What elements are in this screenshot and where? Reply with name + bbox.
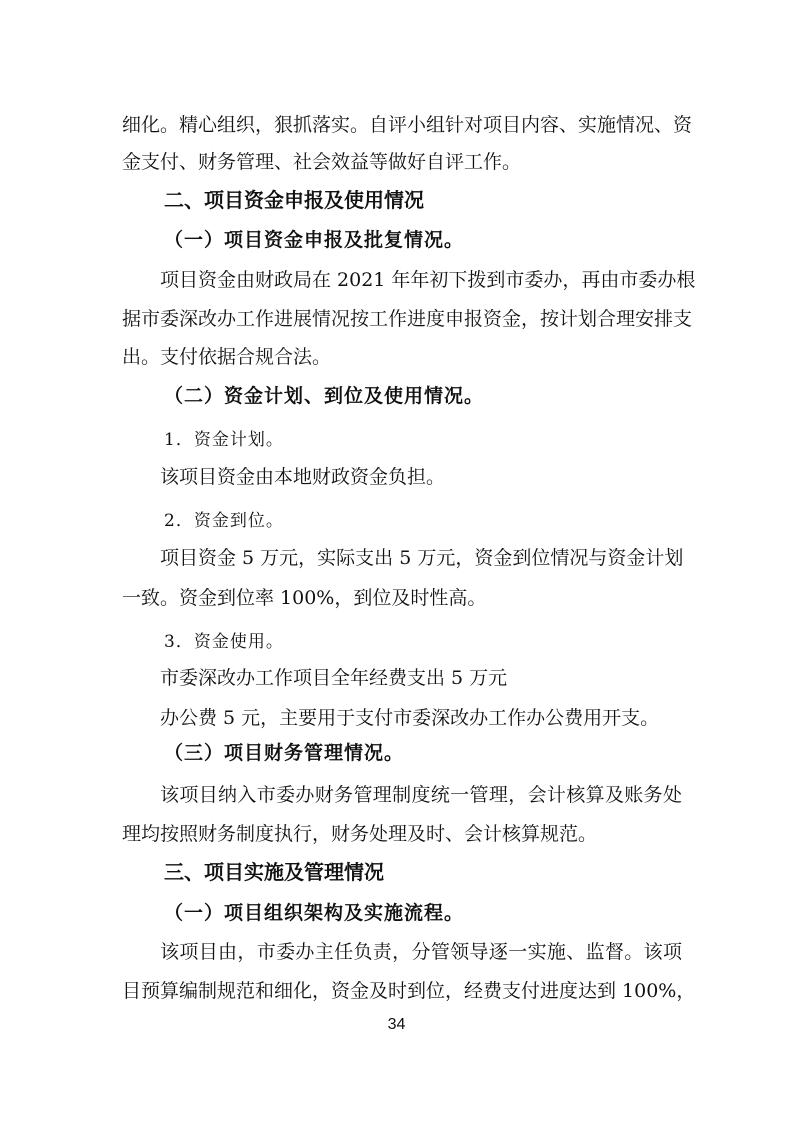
section-heading: 三、项目实施及管理情况 xyxy=(164,860,384,884)
body-text-line: 市委深改办工作项目全年经费支出 5 万元 xyxy=(160,667,508,689)
body-text-line: 目预算编制规范和细化，资金及时到位，经费支付进度达到 100%， xyxy=(122,980,696,1002)
body-text-line: 办公费 5 元，主要用于支付市委深改办工作办公费用开支。 xyxy=(160,707,660,729)
body-text-line: 该项目资金由本地财政资金负担。 xyxy=(160,466,446,488)
numbered-item: 2．资金到位。 xyxy=(164,511,284,531)
numbered-item: 3．资金使用。 xyxy=(164,632,284,652)
section-heading: 二、项目资金申报及使用情况 xyxy=(164,188,424,212)
page-number: 34 xyxy=(387,1016,406,1033)
body-text-line: 项目资金由财政局在 2021 年年初下拨到市委办，再由市委办根 xyxy=(160,269,696,291)
subsection-heading: （一）项目资金申报及批复情况。 xyxy=(164,229,465,251)
body-text-line: 据市委深改办工作进展情况按工作进度申报资金，按计划合理安排支 xyxy=(122,308,693,330)
body-text-line: 金支付、财务管理、社会效益等做好自评工作。 xyxy=(122,151,522,173)
body-text-line: 理均按照财务制度执行，财务处理及时、会计核算规范。 xyxy=(122,823,598,845)
numbered-item: 1．资金计划。 xyxy=(164,430,284,450)
body-text-line: 该项目由，市委办主任负责，分管领导逐一实施、监督。该项 xyxy=(160,941,682,963)
body-text-line: 出。支付依据合规合法。 xyxy=(122,346,332,368)
body-text-line: 该项目纳入市委办财务管理制度统一管理，会计核算及账务处 xyxy=(160,784,682,806)
subsection-heading: （一）项目组织架构及实施流程。 xyxy=(164,902,465,924)
subsection-heading: （三）项目财务管理情况。 xyxy=(164,742,405,764)
body-text-line: 一致。资金到位率 100%，到位及时性高。 xyxy=(122,587,487,609)
body-text-line: 项目资金 5 万元，实际支出 5 万元，资金到位情况与资金计划 xyxy=(160,547,684,569)
subsection-heading: （二）资金计划、到位及使用情况。 xyxy=(164,385,485,407)
body-text-line: 细化。精心组织，狠抓落实。自评小组针对项目内容、实施情况、资 xyxy=(122,114,693,136)
